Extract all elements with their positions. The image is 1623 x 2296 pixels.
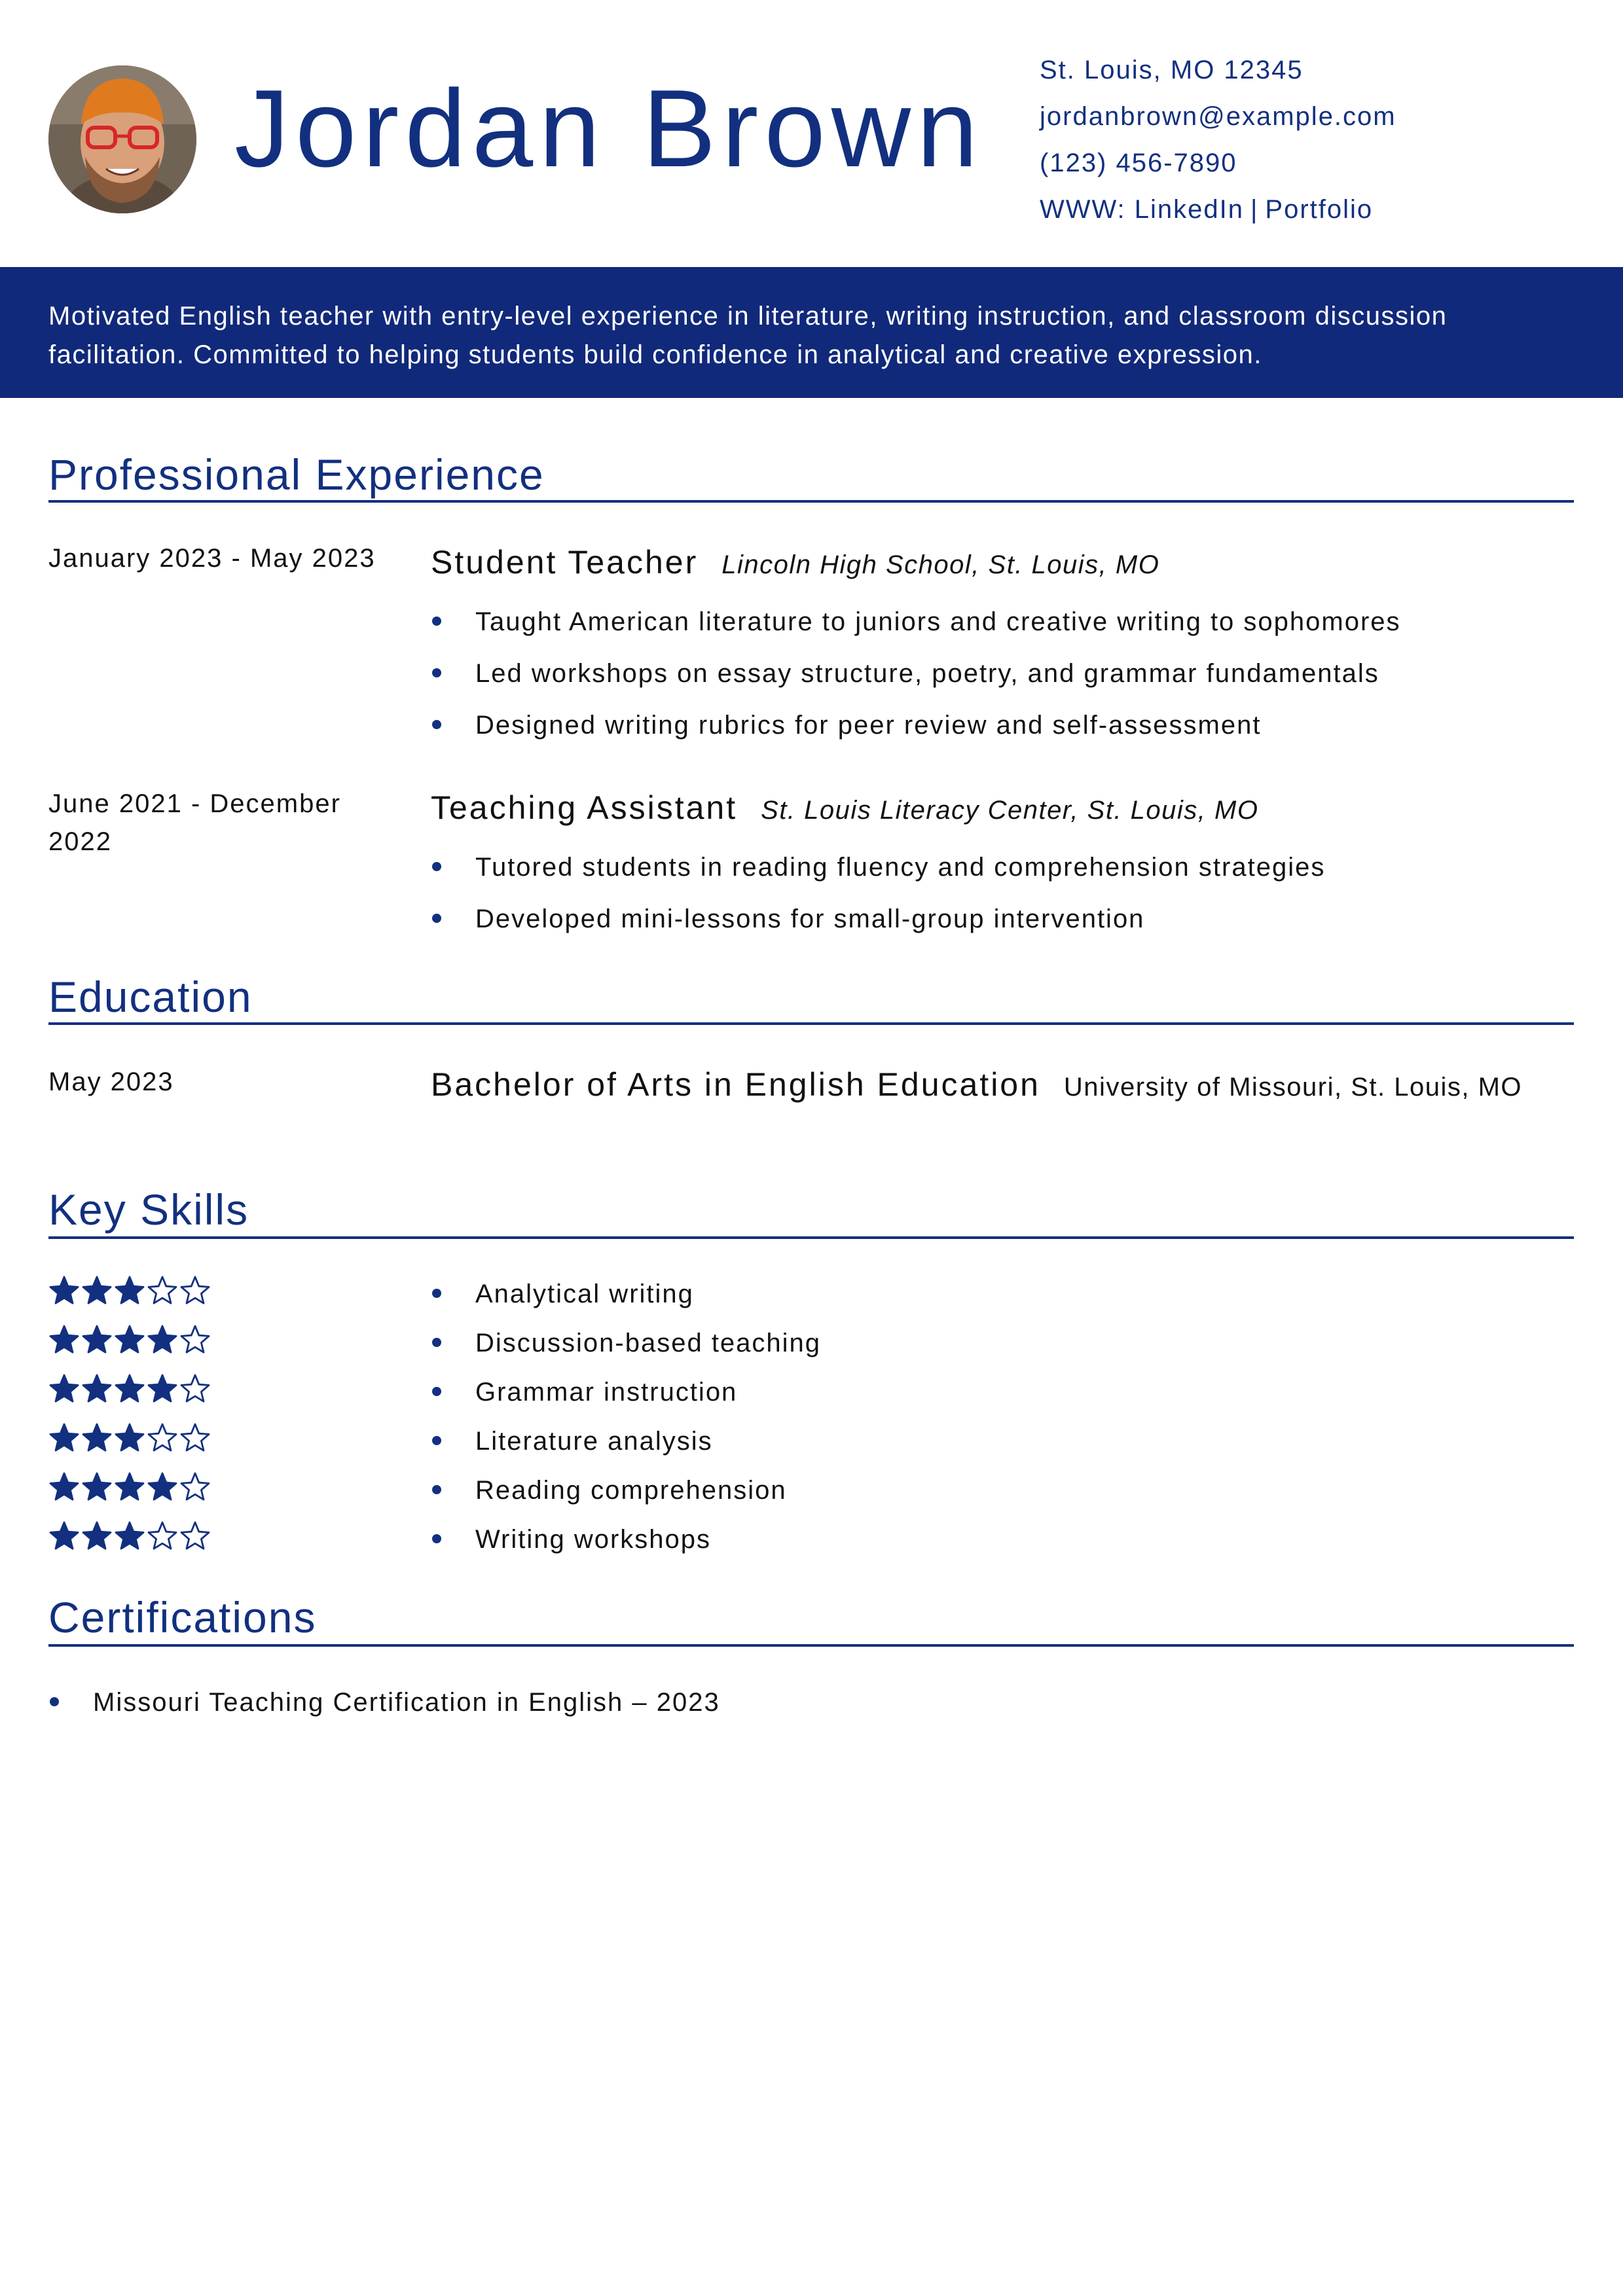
contact-location: St. Louis, MO 12345 <box>1040 56 1304 84</box>
bullet-dot-icon <box>432 1338 441 1347</box>
skill-name: Discussion-based teaching <box>475 1329 822 1357</box>
skill-name: Analytical writing <box>475 1280 694 1308</box>
star-filled-icon <box>81 1520 113 1552</box>
star-filled-icon <box>81 1324 113 1355</box>
candidate-name: Jordan Brown <box>234 67 984 190</box>
star-filled-icon <box>48 1520 80 1552</box>
section-divider <box>48 500 1574 503</box>
star-filled-icon <box>147 1324 178 1355</box>
experience-bullets <box>431 605 1401 761</box>
school: University of Missouri, St. Louis, MO <box>1063 1073 1523 1102</box>
star-filled-icon <box>147 1471 178 1503</box>
skill-rating <box>48 1324 212 1373</box>
certification-text: Missouri Teaching Certification in English – 2023 <box>93 1688 720 1717</box>
list-item <box>431 709 1401 761</box>
bullet-text: Developed mini-lessons for small-group intervention <box>475 905 1145 933</box>
section-title-education: Education <box>48 973 253 1021</box>
skills-list <box>431 1278 821 1572</box>
list-item <box>431 657 1401 709</box>
profile-photo <box>48 65 196 213</box>
experience-role <box>431 546 1159 579</box>
list-item <box>431 1278 821 1327</box>
job-title: Teaching Assistant <box>431 789 738 826</box>
list-item <box>48 1686 720 1719</box>
bullet-dot-icon <box>432 617 441 626</box>
section-title-certifications: Certifications <box>48 1593 317 1641</box>
star-outline-icon <box>147 1275 178 1306</box>
bullet-dot-icon <box>432 862 441 871</box>
star-filled-icon <box>48 1471 80 1503</box>
education-date: May 2023 <box>48 1067 174 1096</box>
portfolio-link[interactable]: Portfolio <box>1265 195 1374 224</box>
bullet-dot-icon <box>432 668 441 677</box>
experience-date: January 2023 - May 2023 <box>48 544 376 573</box>
star-outline-icon <box>179 1373 211 1405</box>
bullet-dot-icon <box>432 1289 441 1298</box>
link-separator: | <box>1250 195 1259 224</box>
star-outline-icon <box>179 1324 211 1355</box>
list-item <box>431 1523 821 1572</box>
list-item <box>431 903 1325 954</box>
bullet-dot-icon <box>432 1485 441 1494</box>
bullet-text: Tutored students in reading fluency and comprehension strategies <box>475 853 1326 882</box>
skill-name: Grammar instruction <box>475 1378 738 1407</box>
contact-phone[interactable]: (123) 456-7890 <box>1040 149 1237 177</box>
star-filled-icon <box>81 1422 113 1454</box>
star-outline-icon <box>147 1520 178 1552</box>
skill-name: Reading comprehension <box>475 1476 787 1505</box>
bullet-dot-icon <box>432 914 441 923</box>
section-title-skills: Key Skills <box>48 1185 249 1234</box>
section-divider <box>48 1236 1574 1239</box>
skill-rating <box>48 1422 212 1471</box>
star-outline-icon <box>179 1520 211 1552</box>
star-outline-icon <box>179 1422 211 1454</box>
skill-rating <box>48 1373 212 1422</box>
star-filled-icon <box>81 1471 113 1503</box>
bullet-dot-icon <box>432 720 441 729</box>
contact-block <box>1040 52 1396 238</box>
web-prefix: WWW: <box>1040 195 1126 224</box>
resume-header <box>0 0 1623 267</box>
star-filled-icon <box>81 1373 113 1405</box>
section-divider <box>48 1022 1574 1025</box>
list-item <box>431 1327 821 1376</box>
section-divider <box>48 1644 1574 1647</box>
employer: Lincoln High School, St. Louis, MO <box>721 550 1160 579</box>
star-outline-icon <box>147 1422 178 1454</box>
education-entry <box>431 1063 1577 1109</box>
star-outline-icon <box>179 1275 211 1306</box>
star-filled-icon <box>114 1471 145 1503</box>
skill-rating <box>48 1471 212 1520</box>
contact-web <box>1040 192 1396 238</box>
degree: Bachelor of Arts in English Education <box>431 1066 1040 1103</box>
star-filled-icon <box>48 1275 80 1306</box>
skill-name: Writing workshops <box>475 1525 712 1554</box>
bullet-dot-icon <box>432 1436 441 1445</box>
star-filled-icon <box>114 1422 145 1454</box>
skill-rating <box>48 1275 212 1324</box>
list-item <box>431 605 1401 657</box>
bullet-text: Led workshops on essay structure, poetry, and grammar fundamentals <box>475 659 1379 688</box>
star-filled-icon <box>48 1324 80 1355</box>
star-outline-icon <box>179 1471 211 1503</box>
summary-banner <box>0 267 1623 398</box>
avatar <box>48 65 196 213</box>
star-filled-icon <box>81 1275 113 1306</box>
certifications-list <box>48 1686 720 1719</box>
star-filled-icon <box>114 1275 145 1306</box>
employer: St. Louis Literacy Center, St. Louis, MO <box>761 796 1259 825</box>
skill-ratings <box>48 1275 212 1570</box>
star-filled-icon <box>48 1422 80 1454</box>
bullet-text: Designed writing rubrics for peer review and self-assessment <box>475 711 1262 740</box>
summary-text: Motivated English teacher with entry-level experience in literature, writing instruction, and classroom discussion facilitation. Committed to helping students build confidence in analytical and creative expression. <box>48 302 1448 369</box>
experience-date: June 2021 - December 2022 <box>48 789 341 856</box>
list-item <box>431 1474 821 1523</box>
list-item <box>431 1376 821 1425</box>
skill-name: Literature analysis <box>475 1427 713 1456</box>
star-filled-icon <box>48 1373 80 1405</box>
experience-bullets <box>431 851 1325 954</box>
job-title: Student Teacher <box>431 544 699 581</box>
contact-email[interactable]: jordanbrown@example.com <box>1040 102 1396 131</box>
bullet-dot-icon <box>432 1534 441 1543</box>
star-filled-icon <box>114 1373 145 1405</box>
star-filled-icon <box>114 1324 145 1355</box>
skill-rating <box>48 1520 212 1570</box>
bullet-dot-icon <box>50 1697 59 1706</box>
list-item <box>431 1425 821 1474</box>
linkedin-link[interactable]: LinkedIn <box>1134 195 1245 224</box>
list-item <box>431 851 1325 903</box>
section-title-experience: Professional Experience <box>48 450 545 499</box>
star-filled-icon <box>147 1373 178 1405</box>
bullet-text: Taught American literature to juniors and creative writing to sophomores <box>475 607 1401 636</box>
experience-role <box>431 791 1258 824</box>
star-filled-icon <box>114 1520 145 1552</box>
bullet-dot-icon <box>432 1387 441 1396</box>
